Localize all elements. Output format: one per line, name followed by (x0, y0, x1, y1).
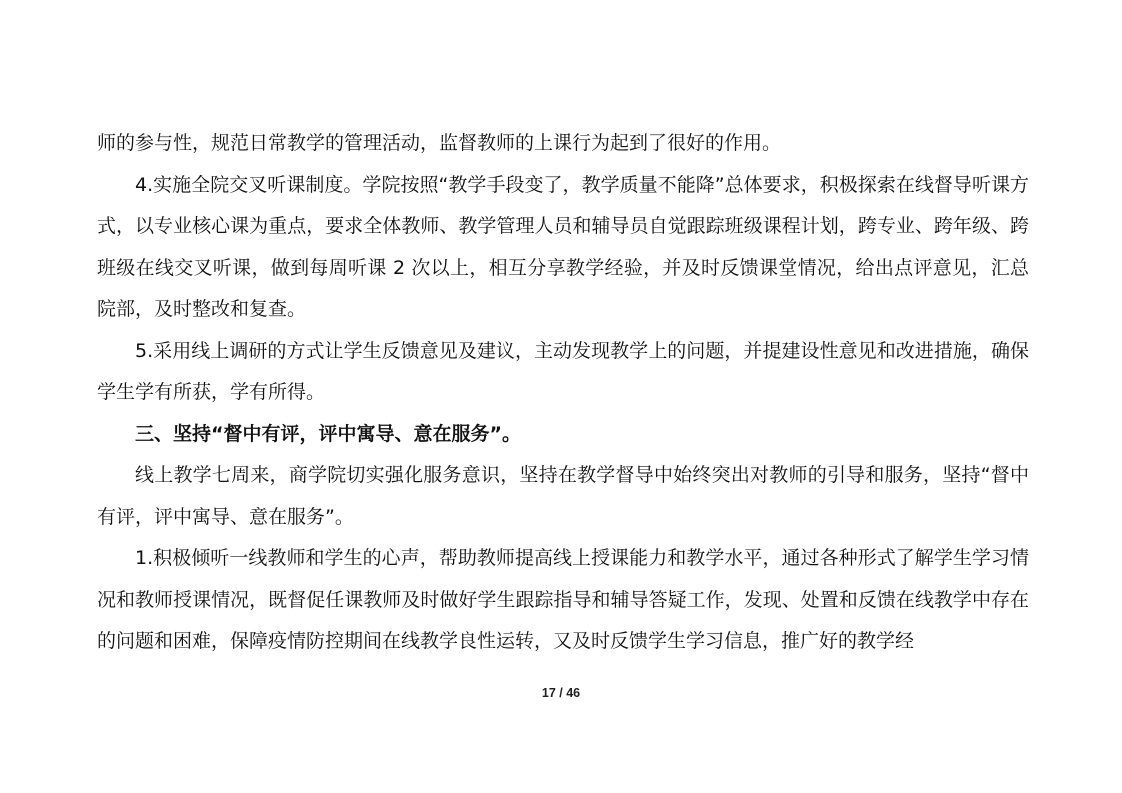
document-body (97, 123, 1029, 663)
page-number: 17 / 46 (541, 686, 581, 700)
paragraph-listen-to-teachers: 1.积极倾听一线教师和学生的心声，帮助教师提高线上授课能力和教学水平，通过各种形式了解学生学习情况和教师授课情况，既督促任课教师及时做好学生跟踪指导和辅导答疑工作，发现、处置和反馈在线教学中存在的问题和困难，保障疫情防控期间在线教学良性运转，又及时反馈学生学习信息，推广好的教学经 (97, 547, 1029, 652)
paragraph-service-awareness: 线上教学七周来，商学院切实强化服务意识，坚持在教学督导中始终突出对教师的引导和服务，坚持“督中有评，评中寓导、意在服务”。 (97, 464, 1029, 528)
section-heading: 三、坚持“督中有评，评中寓导、意在服务”。 (135, 422, 521, 445)
paragraph-online-survey: 5.采用线上调研的方式让学生反馈意见及建议，主动发现教学上的问题，并提建设性意见和改进措施，确保学生学有所获，学有所得。 (97, 339, 1029, 403)
paragraph-cross-lecture-system: 4.实施全院交叉听课制度。学院按照“教学手段变了，教学质量不能降”总体要求，积极探索在线督导听课方式，以专业核心课为重点，要求全体教师、教学管理人员和辅导员自觉跟踪班级课程计划，跨专业、跨年级、跨班级在线交叉听课，做到每周听课 2 次以上，相互分享教学经验，并及时反馈课堂情况，给出点评意见，汇总院部，及时整改和复查。 (97, 173, 1029, 320)
paragraph-continuation: 师的参与性，规范日常教学的管理活动，监督教师的上课行为起到了很好的作用。 (97, 132, 782, 154)
